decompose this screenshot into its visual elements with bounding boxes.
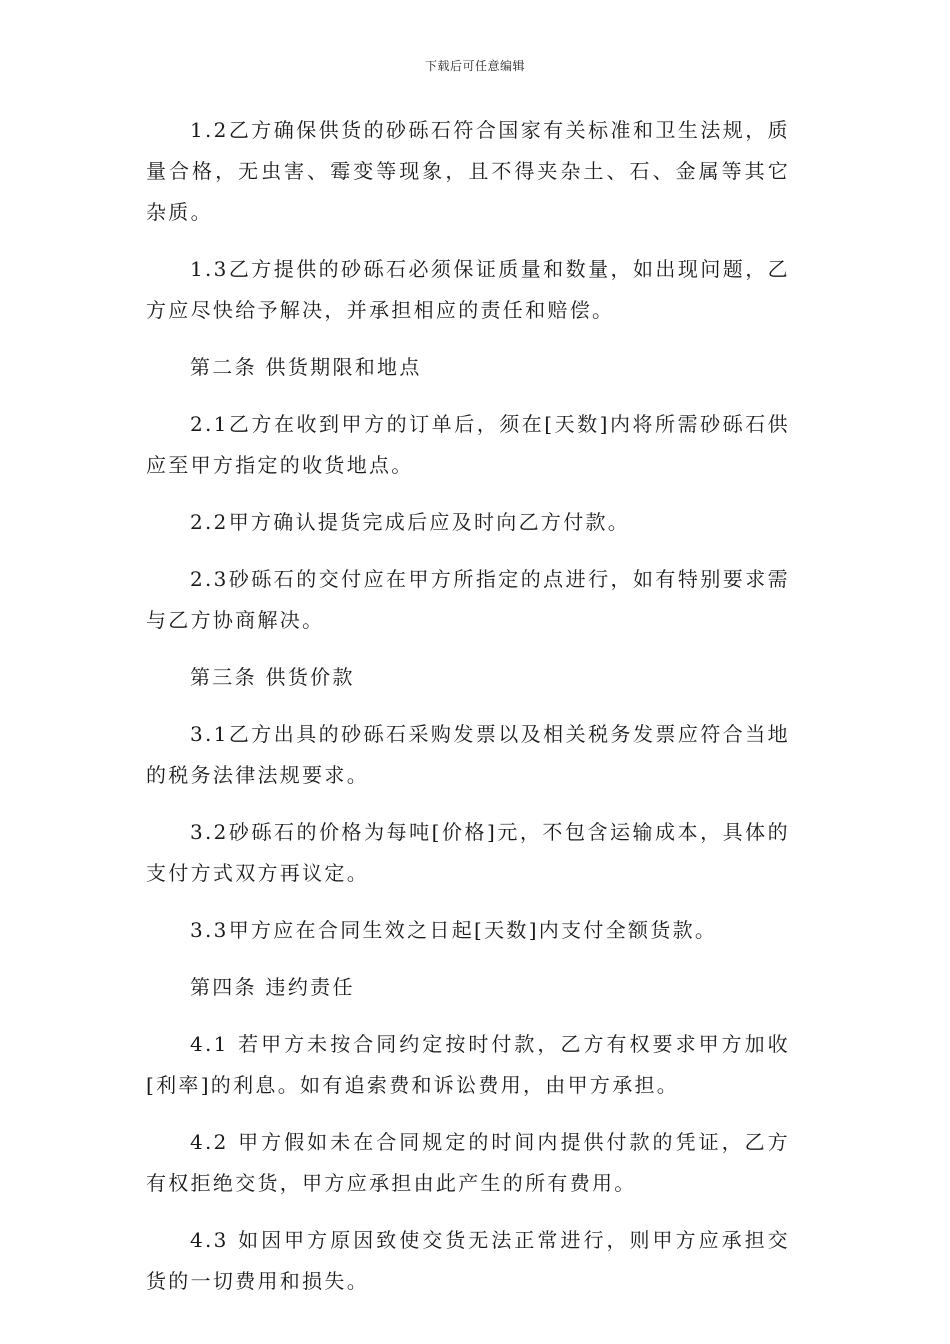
clause-3-2: 3.2砂砾石的价格为每吨[价格]元，不包含运输成本，具体的支付方式双方再议定。 <box>146 820 790 885</box>
header-watermark: 下载后可任意编辑 <box>424 59 525 73</box>
clause-2-1: 2.1乙方在收到甲方的订单后，须在[天数]内将所需砂砾石供应至甲方指定的收货地点。 <box>146 412 790 477</box>
clause-2-3: 2.3砂砾石的交付应在甲方所指定的点进行，如有特别要求需与乙方协商解决。 <box>146 567 790 632</box>
clause-1-3: 1.3乙方提供的砂砾石必须保证质量和数量，如出现问题，乙方应尽快给予解决，并承担相应的责任和赔偿。 <box>146 257 790 322</box>
document-body <box>146 110 790 1318</box>
article-2-heading: 第二条 供货期限和地点 <box>190 355 422 379</box>
clause-4-1: 4.1 若甲方未按合同约定按时付款，乙方有权要求甲方加收[利率]的利息。如有追索费和诉讼费用，由甲方承担。 <box>146 1032 790 1097</box>
clause-2-2: 2.2甲方确认提货完成后应及时向乙方付款。 <box>190 510 631 534</box>
clause-3-3: 3.3甲方应在合同生效之日起[天数]内支付全额货款。 <box>190 918 718 942</box>
article-3-heading: 第三条 供货价款 <box>190 665 355 689</box>
clause-3-1: 3.1乙方出具的砂砾石采购发票以及相关税务发票应符合当地的税务法律法规要求。 <box>146 722 790 787</box>
clause-4-2: 4.2 甲方假如未在合同规定的时间内提供付款的凭证，乙方有权拒绝交货，甲方应承担由此产生的所有费用。 <box>146 1130 790 1195</box>
article-4-heading: 第四条 违约责任 <box>190 975 355 999</box>
clause-1-2: 1.2乙方确保供货的砂砾石符合国家有关标准和卫生法规，质量合格，无虫害、霉变等现象，且不得夹杂土、石、金属等其它杂质。 <box>146 118 790 224</box>
clause-4-3: 4.3 如因甲方原因致使交货无法正常进行，则甲方应承担交货的一切费用和损失。 <box>146 1228 790 1293</box>
